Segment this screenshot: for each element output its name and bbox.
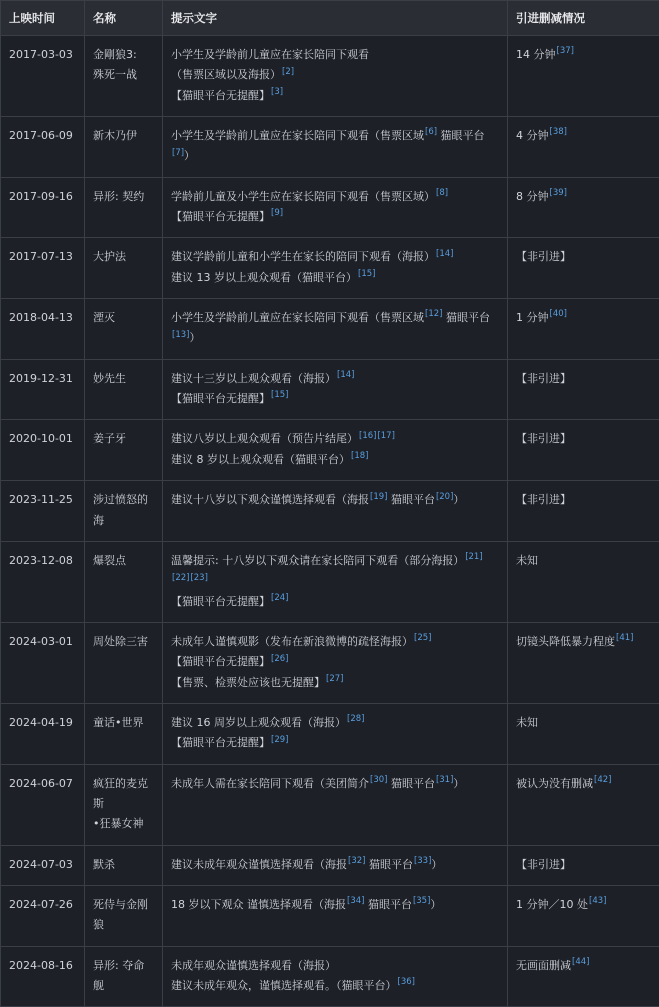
reference-link[interactable]: [26]	[271, 654, 288, 664]
cut-line: 被认为没有删减[42]	[516, 774, 651, 794]
cell-title	[85, 541, 163, 622]
cell-cut-info	[508, 36, 659, 117]
cell-title	[85, 238, 163, 299]
cell-title	[85, 359, 163, 420]
reference-link[interactable]: [25]	[414, 633, 431, 643]
cell-release-date: 2023-12-08	[1, 541, 85, 622]
cell-title	[85, 703, 163, 764]
reference-link[interactable]: [28]	[347, 714, 364, 724]
cell-cut-info	[508, 764, 659, 845]
title-line: 金剛狼3:	[93, 45, 154, 65]
advisory-line: 建议 8 岁以上观众观看（猫眼平台）[18]	[171, 450, 499, 470]
table-row	[1, 481, 659, 542]
cell-advisory-text	[163, 764, 508, 845]
cell-release-date: 2024-08-16	[1, 946, 85, 1007]
cell-title	[85, 481, 163, 542]
cell-advisory-text	[163, 238, 508, 299]
cut-line: 【非引进】	[516, 429, 651, 449]
reference-link[interactable]: [27]	[326, 674, 343, 684]
cell-title	[85, 622, 163, 703]
title-line: 疯狂的麦克斯	[93, 774, 154, 815]
reference-link[interactable]: [32]	[348, 856, 365, 866]
cell-cut-info	[508, 117, 659, 178]
cell-advisory-text	[163, 946, 508, 1007]
reference-link[interactable]: [14]	[337, 370, 354, 380]
column-header-cut-info: 引进删减情况	[508, 1, 659, 36]
cell-advisory-text	[163, 36, 508, 117]
title-line: 死侍与金刚狼	[93, 895, 154, 936]
reference-link[interactable]: [14]	[436, 249, 453, 259]
cell-advisory-text	[163, 541, 508, 622]
cut-line: 8 分钟[39]	[516, 187, 651, 207]
table-row	[1, 36, 659, 117]
column-header-title: 名称	[85, 1, 163, 36]
cell-release-date: 2017-06-09	[1, 117, 85, 178]
cell-release-date: 2020-10-01	[1, 420, 85, 481]
advisory-line: （售票区域以及海报）[2]	[171, 65, 499, 85]
reference-link[interactable]: [23]	[190, 573, 207, 583]
advisory-line: 建议十八岁以下观众谨慎选择观看（海报[19] 猫眼平台[20]）	[171, 490, 499, 510]
cell-cut-info	[508, 238, 659, 299]
cell-release-date: 2017-03-03	[1, 36, 85, 117]
advisory-line: 【猫眼平台无提醒】[3]	[171, 86, 499, 106]
table-body	[1, 36, 659, 1007]
table-row	[1, 946, 659, 1007]
column-header-release-date: 上映时间	[1, 1, 85, 36]
reference-link[interactable]: [15]	[358, 269, 375, 279]
reference-link[interactable]: [12]	[425, 309, 442, 319]
cell-release-date: 2023-11-25	[1, 481, 85, 542]
reference-link[interactable]: [8]	[436, 188, 448, 198]
reference-link[interactable]: [43]	[589, 896, 606, 906]
cell-cut-info	[508, 299, 659, 360]
title-line: 姜子牙	[93, 429, 154, 449]
title-line: 异形: 契约	[93, 187, 154, 207]
advisory-line: 【猫眼平台无提醒】[15]	[171, 389, 499, 409]
cell-release-date: 2024-03-01	[1, 622, 85, 703]
reference-link[interactable]: [34]	[347, 896, 364, 906]
reference-link[interactable]: [7]	[172, 148, 184, 158]
advisory-line: 未成年观众谨慎选择观看（海报）	[171, 956, 499, 976]
cell-title	[85, 177, 163, 238]
cell-release-date: 2024-07-26	[1, 885, 85, 946]
reference-link[interactable]: [15]	[271, 390, 288, 400]
cell-release-date: 2024-04-19	[1, 703, 85, 764]
column-header-advisory-text: 提示文字	[163, 1, 508, 36]
advisory-line: 小学生及学龄前儿童应在家长陪同下观看（售票区域[12] 猫眼平台[13]）	[171, 308, 499, 349]
cell-release-date: 2019-12-31	[1, 359, 85, 420]
advisory-line: 18 岁以下观众 谨慎选择观看（海报[34] 猫眼平台[35]）	[171, 895, 499, 915]
table-row	[1, 299, 659, 360]
advisory-line: 建议 16 周岁以上观众观看（海报）[28]	[171, 713, 499, 733]
advisory-line: 小学生及学龄前儿童应在家长陪同下观看	[171, 45, 499, 65]
cell-title	[85, 885, 163, 946]
table-row	[1, 703, 659, 764]
cell-cut-info	[508, 177, 659, 238]
cell-cut-info	[508, 481, 659, 542]
cell-title	[85, 845, 163, 885]
table-row	[1, 845, 659, 885]
advisory-line: 小学生及学龄前儿童应在家长陪同下观看（售票区域[6] 猫眼平台[7]）	[171, 126, 499, 167]
table-row	[1, 177, 659, 238]
title-line: 妙先生	[93, 369, 154, 389]
cut-line: 4 分钟[38]	[516, 126, 651, 146]
title-line: 湮灭	[93, 308, 154, 328]
reference-link[interactable]: [40]	[550, 309, 567, 319]
advisory-line: 【猫眼平台无提醒】[29]	[171, 733, 499, 753]
cell-title	[85, 36, 163, 117]
cell-advisory-text	[163, 703, 508, 764]
cell-cut-info	[508, 420, 659, 481]
advisory-line: 建议 13 岁以上观众观看（猫眼平台）[15]	[171, 268, 499, 288]
cell-title	[85, 764, 163, 845]
reference-link[interactable]: [6]	[425, 127, 437, 137]
cut-line: 未知	[516, 551, 651, 571]
cut-line: 未知	[516, 713, 651, 733]
reference-link[interactable]: [39]	[550, 188, 567, 198]
advisory-line: 建议八岁以上观众观看（预告片结尾）[16][17]	[171, 429, 499, 449]
cell-release-date: 2017-07-13	[1, 238, 85, 299]
reference-link[interactable]: [41]	[616, 633, 633, 643]
table-row	[1, 238, 659, 299]
cell-cut-info	[508, 703, 659, 764]
advisory-line: 学龄前儿童及小学生应在家长陪同下观看（售票区域）[8]	[171, 187, 499, 207]
reference-link[interactable]: [9]	[271, 208, 283, 218]
reference-link[interactable]: [21]	[465, 552, 482, 562]
cut-line: 【非引进】	[516, 855, 651, 875]
reference-link[interactable]: [13]	[172, 330, 189, 340]
cell-release-date: 2018-04-13	[1, 299, 85, 360]
table-row	[1, 764, 659, 845]
table-row	[1, 359, 659, 420]
reference-link[interactable]: [33]	[414, 856, 431, 866]
cell-cut-info	[508, 359, 659, 420]
advisory-line: 未成年人谨慎观影（发布在新浪微博的疏怪海报）[25]	[171, 632, 499, 652]
title-line: 默杀	[93, 855, 154, 875]
advisory-line: 建议未成年观众谨慎选择观看（海报[32] 猫眼平台[33]）	[171, 855, 499, 875]
cell-advisory-text	[163, 359, 508, 420]
title-line: 新木乃伊	[93, 126, 154, 146]
title-line: 爆裂点	[93, 551, 154, 571]
cell-cut-info	[508, 946, 659, 1007]
table-header-row	[1, 1, 659, 36]
advisory-line: 建议学龄前儿童和小学生在家长的陪同下观看（海报）[14]	[171, 247, 499, 267]
table-row	[1, 541, 659, 622]
cell-cut-info	[508, 845, 659, 885]
reference-link[interactable]: [44]	[572, 957, 589, 967]
cell-cut-info	[508, 885, 659, 946]
cut-line: 【非引进】	[516, 490, 651, 510]
cut-line: 【非引进】	[516, 369, 651, 389]
cell-title	[85, 117, 163, 178]
reference-link[interactable]: [31]	[436, 775, 453, 785]
advisory-line: 【猫眼平台无提醒】[24]	[171, 592, 499, 612]
advisory-line: 【猫眼平台无提醒】[9]	[171, 207, 499, 227]
cell-cut-info	[508, 622, 659, 703]
reference-link[interactable]: [42]	[594, 775, 611, 785]
advisory-line: 建议十三岁以上观众观看（海报）[14]	[171, 369, 499, 389]
title-line: 异形: 夺命舰	[93, 956, 154, 997]
cell-advisory-text	[163, 622, 508, 703]
reference-link[interactable]: [2]	[282, 67, 294, 77]
cell-title	[85, 946, 163, 1007]
cut-line: 切镜头降低暴力程度[41]	[516, 632, 651, 652]
cell-title	[85, 420, 163, 481]
title-line: •狂暴女神	[93, 814, 154, 834]
cut-line: 1 分钟[40]	[516, 308, 651, 328]
reference-link[interactable]: [24]	[271, 593, 288, 603]
cell-advisory-text	[163, 885, 508, 946]
reference-link[interactable]: [30]	[370, 775, 387, 785]
cell-advisory-text	[163, 117, 508, 178]
advisory-line: 【售票、检票处应该也无提醒】[27]	[171, 673, 499, 693]
cell-advisory-text	[163, 845, 508, 885]
table-row	[1, 622, 659, 703]
advisory-line: 建议未成年观众，谨慎选择观看。（猫眼平台）[36]	[171, 976, 499, 996]
cut-line: 1 分钟／10 处[43]	[516, 895, 651, 915]
reference-link[interactable]: [16]	[359, 431, 376, 441]
cell-title	[85, 299, 163, 360]
cell-release-date: 2017-09-16	[1, 177, 85, 238]
reference-link[interactable]: [37]	[557, 46, 574, 56]
advisory-line: 温馨提示: 十八岁以下观众请在家长陪同下观看（部分海报）[21][22][23]	[171, 551, 499, 592]
reference-link[interactable]: [20]	[436, 492, 453, 502]
table-row	[1, 885, 659, 946]
reference-link[interactable]: [19]	[370, 492, 387, 502]
cell-advisory-text	[163, 177, 508, 238]
reference-link[interactable]: [18]	[351, 451, 368, 461]
cut-line: 【非引进】	[516, 247, 651, 267]
reference-link[interactable]: [35]	[413, 896, 430, 906]
reference-link[interactable]: [3]	[271, 87, 283, 97]
title-line: 殊死一战	[93, 65, 154, 85]
advisory-line: 【猫眼平台无提醒】[26]	[171, 652, 499, 672]
cell-release-date: 2024-06-07	[1, 764, 85, 845]
cell-advisory-text	[163, 299, 508, 360]
reference-link[interactable]: [22]	[172, 573, 189, 583]
reference-link[interactable]: [17]	[377, 431, 394, 441]
title-line: 大护法	[93, 247, 154, 267]
cell-advisory-text	[163, 420, 508, 481]
title-line: 童话•世界	[93, 713, 154, 733]
cell-release-date: 2024-07-03	[1, 845, 85, 885]
table-row	[1, 117, 659, 178]
cell-advisory-text	[163, 481, 508, 542]
cut-line: 14 分钟[37]	[516, 45, 651, 65]
reference-link[interactable]: [36]	[398, 977, 415, 987]
cell-cut-info	[508, 541, 659, 622]
title-line: 周处除三害	[93, 632, 154, 652]
advisory-line: 未成年人需在家长陪同下观看（美团简介[30] 猫眼平台[31]）	[171, 774, 499, 794]
title-line: 涉过愤怒的海	[93, 490, 154, 531]
table-row	[1, 420, 659, 481]
reference-link[interactable]: [38]	[550, 127, 567, 137]
reference-link[interactable]: [29]	[271, 735, 288, 745]
cut-line: 无画面删减[44]	[516, 956, 651, 976]
